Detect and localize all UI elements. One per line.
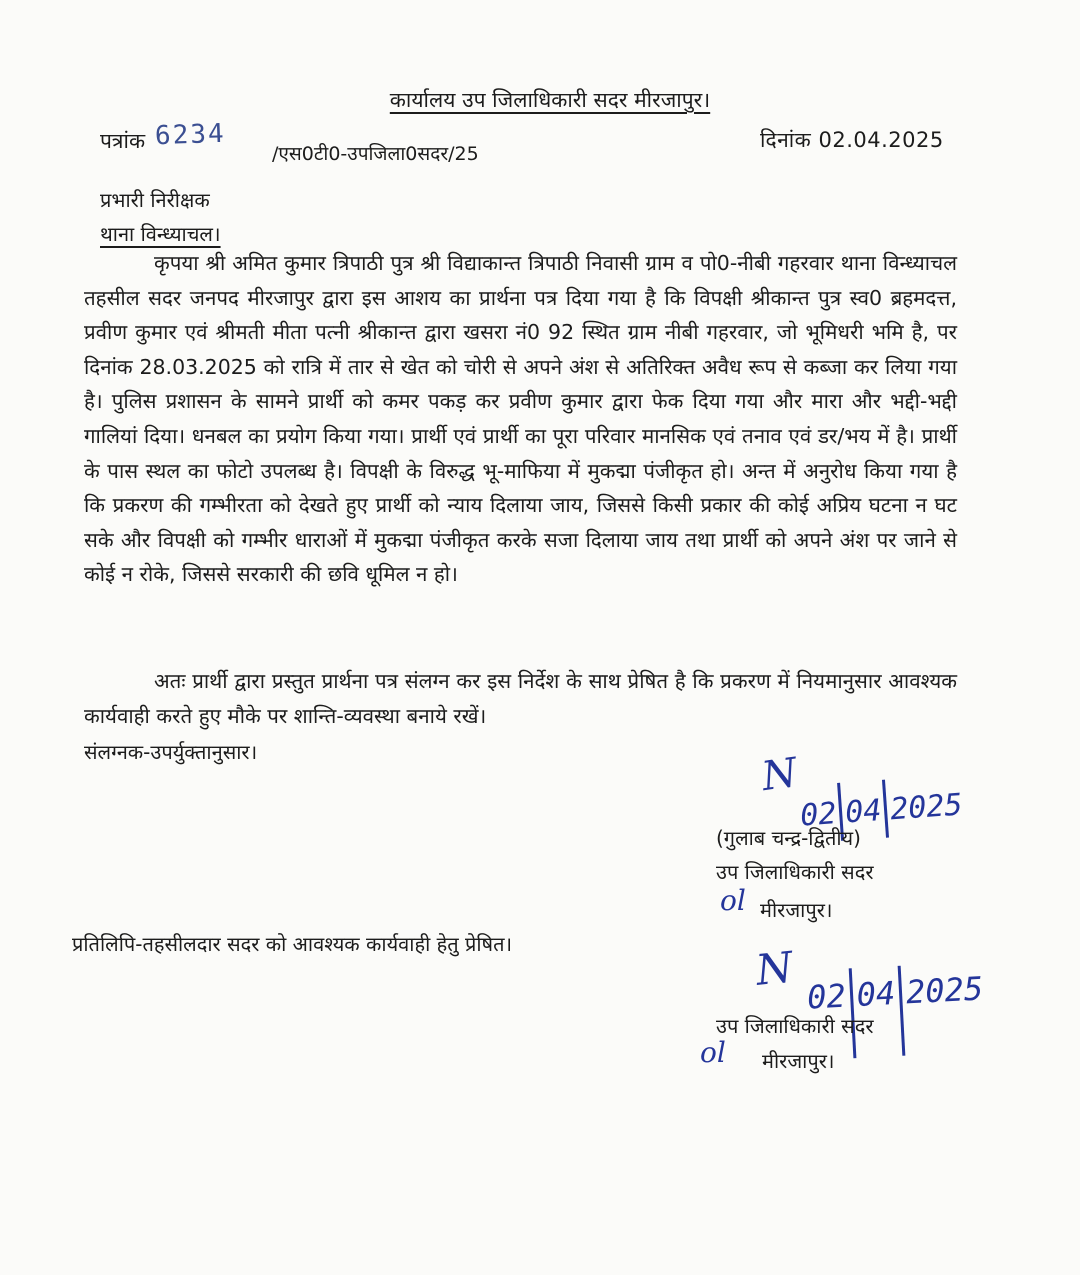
officer-title-2: उप जिलाधिकारी सदर [716, 1014, 874, 1038]
signature-1-mark: N [758, 749, 801, 801]
officer-location-2: मीरजापुर। [762, 1049, 835, 1073]
date-slash [882, 780, 889, 838]
signature-1-date-day: 02 [799, 796, 838, 834]
body-paragraph-2 [84, 664, 957, 733]
signature-2-date-month: 04 [855, 974, 897, 1015]
ref-number-handwritten: 6234 [154, 118, 227, 152]
office-title: कार्यालय उप जिलाधिकारी सदर मीरजापुर। [389, 88, 711, 112]
officer-location-1: मीरजापुर। [760, 898, 833, 922]
body-paragraph-1 [84, 246, 957, 592]
signature-1-initial: ol [720, 884, 746, 917]
officer-name: (गुलाब चन्द्र-द्वितीय) [716, 826, 861, 850]
signature-2-date-day: 02 [806, 976, 847, 1017]
copy-forwarding-note: प्रतिलिपि-तहसीलदार सदर को आवश्यक कार्यवाही हेतु प्रेषित। [72, 932, 513, 956]
date-slash [898, 966, 906, 1056]
signature-1-date-year: 2025 [889, 787, 964, 828]
letter-date: दिनांक 02.04.2025 [760, 128, 944, 152]
ref-label: पत्रांक [100, 129, 146, 153]
signature-1-date-month: 04 [844, 793, 883, 831]
ref-code: /एस0टी0-उपजिला0सदर/25 [272, 143, 479, 165]
addressee-designation: प्रभारी निरीक्षक [100, 188, 210, 212]
signature-2-initial: ol [700, 1036, 726, 1069]
officer-title-1: उप जिलाधिकारी सदर [716, 860, 874, 884]
signature-2-date-year: 2025 [905, 969, 985, 1012]
signature-2-mark: N [753, 942, 796, 995]
signature-2-date [806, 961, 987, 1060]
addressee-station: थाना विन्ध्याचल। [100, 222, 221, 246]
body-paragraph-2-text: अतः प्रार्थी द्वारा प्रस्तुत प्रार्थना पत्र संलग्न कर इस निर्देश के साथ प्रेषित है कि प्रकरण में नियमानुसार आवश्यक कार्यवाही करते हुए मौके पर शान्ति-व्यवस्था बनाये रखें। [84, 669, 957, 728]
enclosure-note: संलग्नक-उपर्युक्तानुसार। [84, 740, 258, 764]
body-paragraph-1-text: कृपया श्री अमित कुमार त्रिपाठी पुत्र श्री विद्याकान्त त्रिपाठी निवासी ग्राम व पो0-नीबी गहरवार थाना विन्ध्याचल तहसील सदर जनपद मीरजापुर द्वारा इस आशय का प्रार्थना पत्र दिया गया है कि विपक्षी श्रीकान्त पुत्र स्व0 ब्रहमदत्त, प्रवीण कुमार एवं श्रीमती मीता पत्नी श्रीकान्त द्वारा खसरा नं0 92 स्थित ग्राम नीबी गहरवार, जो भूमिधरी भमि है, पर दिनांक 28.03.2025 को रात्रि में तार से खेत को चोरी से अपने अंश से अतिरिक्त अवैध रूप से कब्जा कर लिया गया है। पुलिस प्रशासन के सामने प्रार्थी को कमर पकड़ कर प्रवीण कुमार द्वारा फेक दिया गया और मारा और भद्दी-भद्दी गालियां दिया। धनबल का प्रयोग किया गया। प्रार्थी एवं प्रार्थी का पूरा परिवार मानसिक एवं तनाव एवं डर/भय में है। प्रार्थी के पास स्थल का फोटो उपलब्ध है। विपक्षी के विरुद्ध भू-माफिया में मुकद्मा पंजीकृत हो। अन्त में अनुरोध किया गया है कि प्रकरण की गम्भीरता को देखते हुए प्रार्थी को न्याय दिलाया जाय, जिससे किसी प्रकार की कोई अप्रिय घटना न घट सके और विपक्षी को गम्भीर धाराओं में मुकद्मा पंजीकृत करके सजा दिलाया जाय तथा प्रार्थी को अपने अंश पर जाने से कोई न रोके, जिससे सरकारी की छवि धूमिल न हो। [84, 251, 957, 587]
